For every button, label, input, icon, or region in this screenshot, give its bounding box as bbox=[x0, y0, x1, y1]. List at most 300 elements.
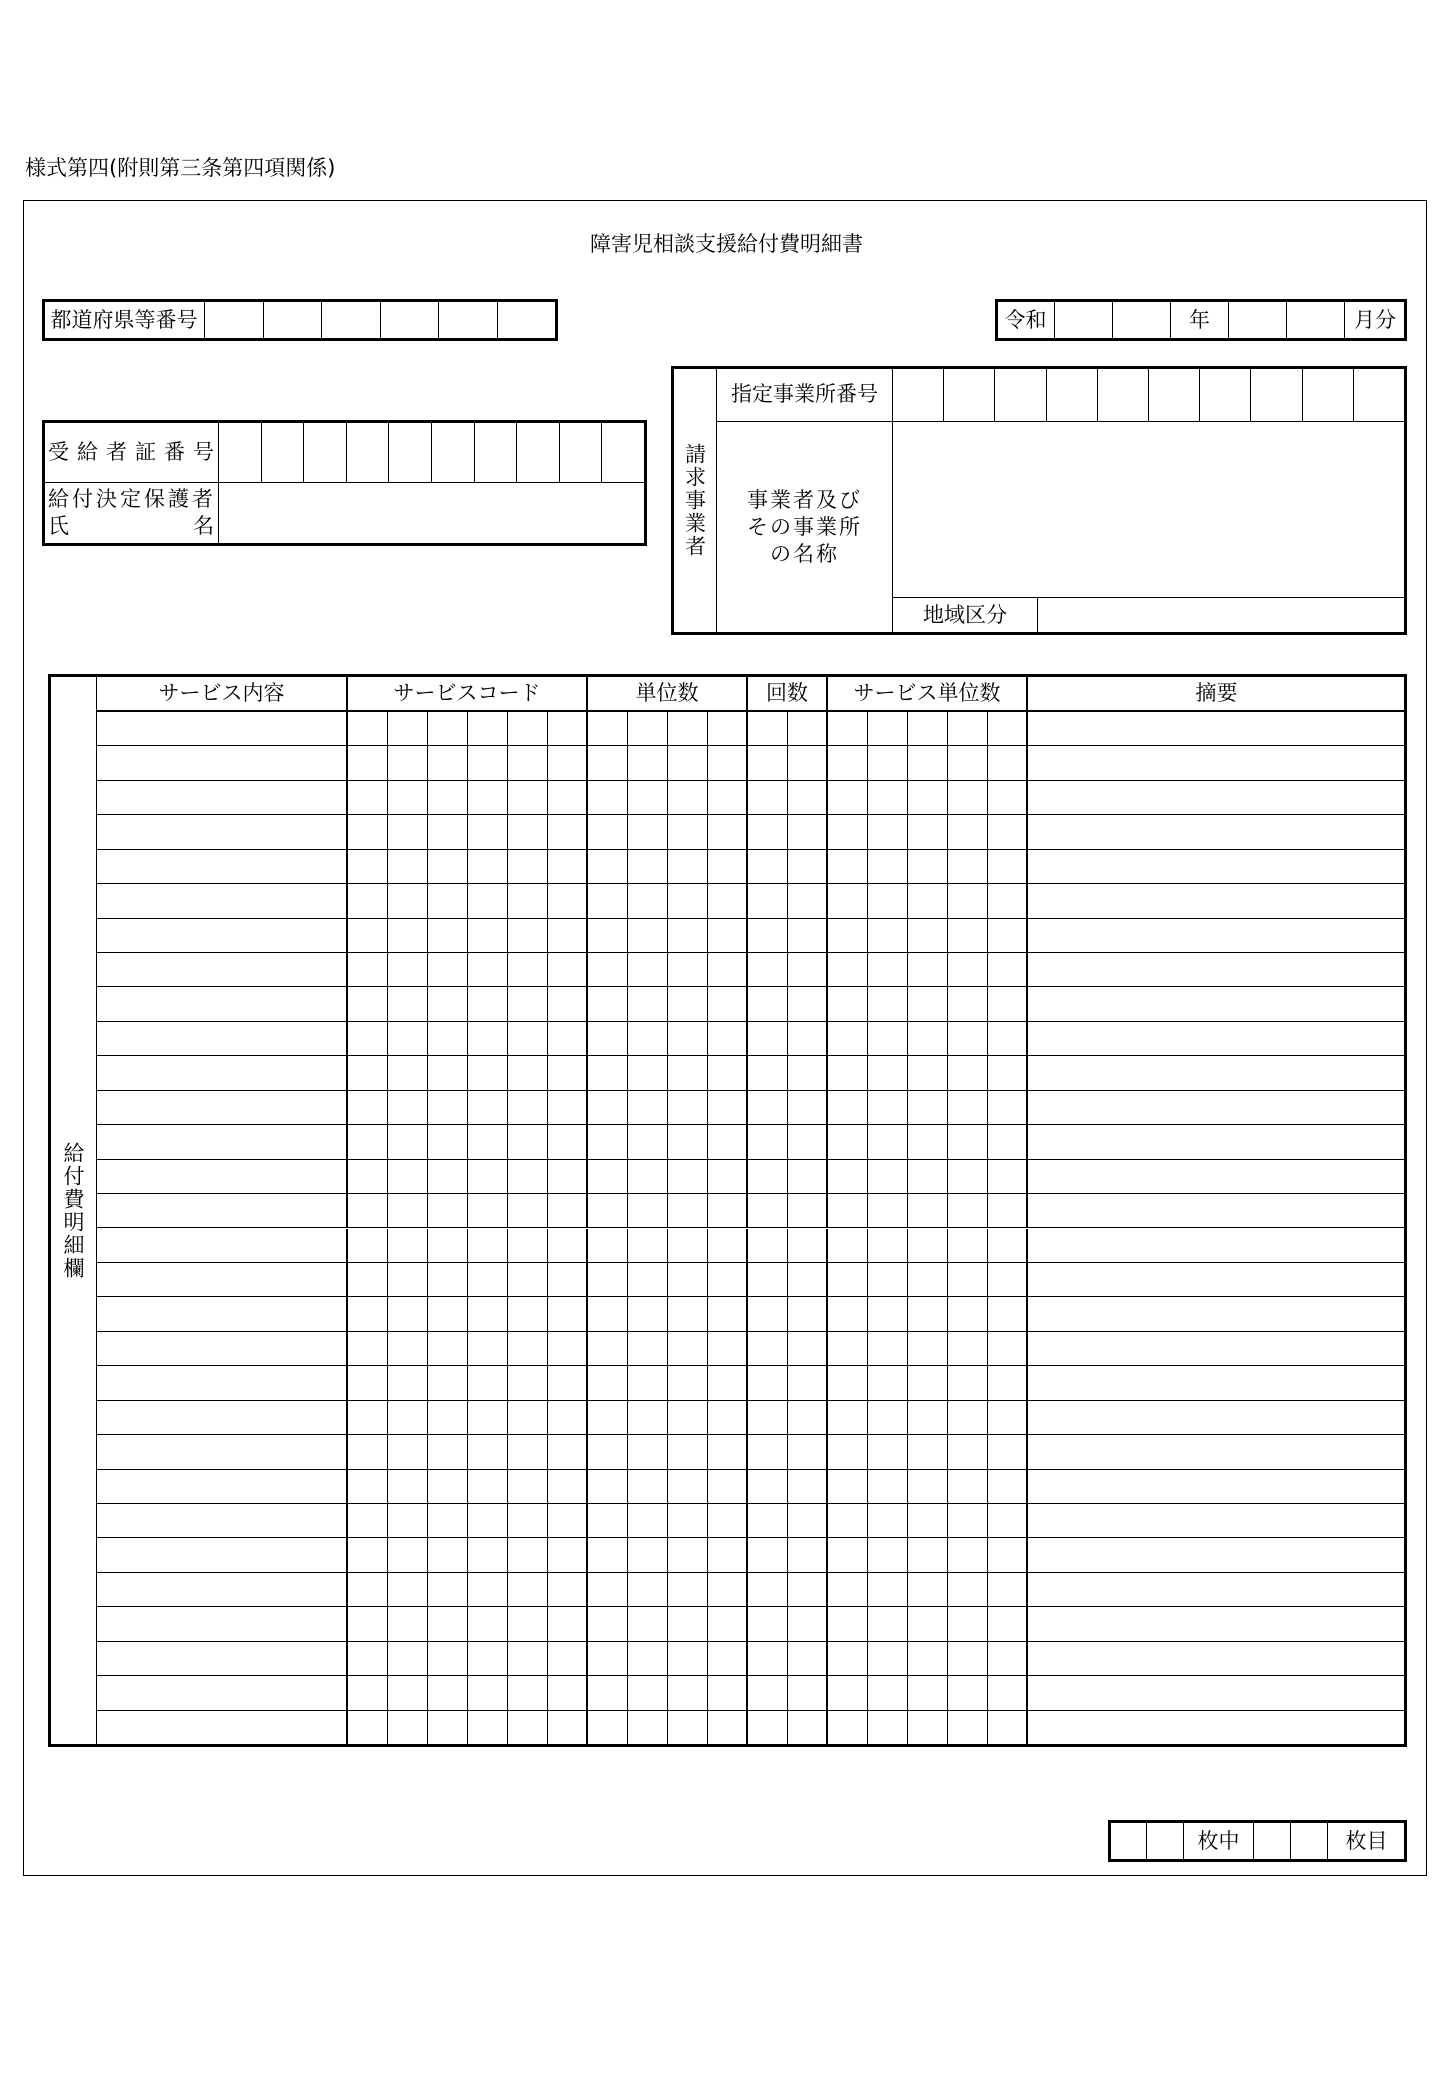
cell-service-units[interactable] bbox=[908, 1263, 948, 1297]
cell-units[interactable] bbox=[708, 1229, 748, 1263]
cell-units[interactable] bbox=[628, 1366, 668, 1400]
cell-service-units[interactable] bbox=[988, 1676, 1028, 1710]
cell-remarks[interactable] bbox=[1028, 1056, 1405, 1090]
office-digit-input[interactable] bbox=[1098, 368, 1149, 421]
cell-remarks[interactable] bbox=[1028, 746, 1405, 780]
prefecture-digit-input[interactable] bbox=[264, 301, 323, 339]
cell-service-units[interactable] bbox=[908, 1504, 948, 1538]
cell-code[interactable] bbox=[428, 1091, 468, 1125]
cell-service-units[interactable] bbox=[988, 1573, 1028, 1607]
cell-service-units[interactable] bbox=[908, 1642, 948, 1676]
cell-units[interactable] bbox=[708, 1504, 748, 1538]
cell-remarks[interactable] bbox=[1028, 919, 1405, 953]
cell-service[interactable] bbox=[97, 1573, 348, 1607]
cell-service-units[interactable] bbox=[908, 1091, 948, 1125]
cell-service-units[interactable] bbox=[908, 1573, 948, 1607]
cert-digit-input[interactable] bbox=[347, 422, 390, 482]
cell-units[interactable] bbox=[628, 1091, 668, 1125]
cell-code[interactable] bbox=[548, 1676, 588, 1710]
cell-code[interactable] bbox=[468, 1435, 508, 1469]
cell-code[interactable] bbox=[508, 1125, 548, 1159]
cell-code[interactable] bbox=[428, 1022, 468, 1056]
cell-units[interactable] bbox=[708, 1056, 748, 1090]
cell-service-units[interactable] bbox=[908, 1470, 948, 1504]
cell-code[interactable] bbox=[468, 1573, 508, 1607]
cell-count[interactable] bbox=[788, 1538, 828, 1572]
cell-remarks[interactable] bbox=[1028, 1435, 1405, 1469]
cell-remarks[interactable] bbox=[1028, 815, 1405, 849]
cell-service-units[interactable] bbox=[868, 1366, 908, 1400]
cell-count[interactable] bbox=[748, 953, 788, 987]
cell-code[interactable] bbox=[468, 1297, 508, 1331]
cell-code[interactable] bbox=[388, 1538, 428, 1572]
cell-service-units[interactable] bbox=[988, 1125, 1028, 1159]
cell-service[interactable] bbox=[97, 1607, 348, 1641]
cell-count[interactable] bbox=[788, 1229, 828, 1263]
cell-code[interactable] bbox=[388, 1056, 428, 1090]
cell-service[interactable] bbox=[97, 1297, 348, 1331]
cell-service-units[interactable] bbox=[868, 919, 908, 953]
cell-units[interactable] bbox=[588, 919, 628, 953]
cell-code[interactable] bbox=[548, 1297, 588, 1331]
cell-service-units[interactable] bbox=[988, 1263, 1028, 1297]
cell-code[interactable] bbox=[428, 746, 468, 780]
cell-remarks[interactable] bbox=[1028, 781, 1405, 815]
cell-code[interactable] bbox=[548, 1607, 588, 1641]
cell-units[interactable] bbox=[588, 1160, 628, 1194]
cell-code[interactable] bbox=[428, 1366, 468, 1400]
cell-code[interactable] bbox=[548, 919, 588, 953]
cell-units[interactable] bbox=[628, 1642, 668, 1676]
cell-code[interactable] bbox=[468, 1711, 508, 1745]
cell-code[interactable] bbox=[468, 1607, 508, 1641]
cell-count[interactable] bbox=[788, 1607, 828, 1641]
cell-units[interactable] bbox=[628, 1125, 668, 1159]
cell-code[interactable] bbox=[508, 953, 548, 987]
cell-units[interactable] bbox=[628, 1504, 668, 1538]
cell-units[interactable] bbox=[588, 746, 628, 780]
cell-units[interactable] bbox=[668, 1538, 708, 1572]
cell-service-units[interactable] bbox=[868, 987, 908, 1021]
cell-code[interactable] bbox=[468, 1366, 508, 1400]
cell-units[interactable] bbox=[628, 884, 668, 918]
cell-code[interactable] bbox=[388, 850, 428, 884]
cell-code[interactable] bbox=[468, 1470, 508, 1504]
cell-service-units[interactable] bbox=[868, 815, 908, 849]
cell-code[interactable] bbox=[388, 1504, 428, 1538]
cell-units[interactable] bbox=[588, 987, 628, 1021]
cell-service-units[interactable] bbox=[948, 1504, 988, 1538]
cell-code[interactable] bbox=[548, 1435, 588, 1469]
cell-units[interactable] bbox=[588, 1642, 628, 1676]
cell-units[interactable] bbox=[668, 850, 708, 884]
cell-service-units[interactable] bbox=[948, 1366, 988, 1400]
cell-service-units[interactable] bbox=[988, 712, 1028, 746]
cell-code[interactable] bbox=[388, 1332, 428, 1366]
cell-code[interactable] bbox=[468, 850, 508, 884]
cell-code[interactable] bbox=[348, 850, 388, 884]
cell-code[interactable] bbox=[508, 1160, 548, 1194]
cell-units[interactable] bbox=[708, 1573, 748, 1607]
cell-count[interactable] bbox=[788, 1297, 828, 1331]
cell-service[interactable] bbox=[97, 1056, 348, 1090]
cell-service-units[interactable] bbox=[988, 987, 1028, 1021]
cell-code[interactable] bbox=[348, 1366, 388, 1400]
cell-count[interactable] bbox=[788, 815, 828, 849]
cell-service-units[interactable] bbox=[948, 987, 988, 1021]
cell-units[interactable] bbox=[628, 1711, 668, 1745]
cell-code[interactable] bbox=[428, 1297, 468, 1331]
cell-code[interactable] bbox=[388, 1401, 428, 1435]
cell-remarks[interactable] bbox=[1028, 1332, 1405, 1366]
cell-service-units[interactable] bbox=[868, 1642, 908, 1676]
cell-units[interactable] bbox=[628, 1538, 668, 1572]
cell-code[interactable] bbox=[548, 1573, 588, 1607]
cell-code[interactable] bbox=[508, 1711, 548, 1745]
cell-count[interactable] bbox=[748, 850, 788, 884]
cell-code[interactable] bbox=[428, 1607, 468, 1641]
cell-count[interactable] bbox=[788, 919, 828, 953]
cell-units[interactable] bbox=[708, 1263, 748, 1297]
cell-service[interactable] bbox=[97, 1022, 348, 1056]
cell-code[interactable] bbox=[428, 1194, 468, 1228]
cell-service-units[interactable] bbox=[908, 1366, 948, 1400]
cell-code[interactable] bbox=[388, 1022, 428, 1056]
cell-units[interactable] bbox=[708, 1538, 748, 1572]
cell-service-units[interactable] bbox=[908, 1332, 948, 1366]
cell-code[interactable] bbox=[388, 1573, 428, 1607]
cell-service-units[interactable] bbox=[948, 815, 988, 849]
cell-code[interactable] bbox=[548, 1401, 588, 1435]
cell-service-units[interactable] bbox=[908, 1229, 948, 1263]
cell-units[interactable] bbox=[668, 1366, 708, 1400]
cell-remarks[interactable] bbox=[1028, 1504, 1405, 1538]
cell-units[interactable] bbox=[628, 1676, 668, 1710]
cell-units[interactable] bbox=[628, 850, 668, 884]
cell-service-units[interactable] bbox=[828, 1676, 868, 1710]
cell-code[interactable] bbox=[388, 1607, 428, 1641]
cell-code[interactable] bbox=[428, 1642, 468, 1676]
cell-service-units[interactable] bbox=[868, 1194, 908, 1228]
cell-count[interactable] bbox=[748, 1056, 788, 1090]
cell-remarks[interactable] bbox=[1028, 1401, 1405, 1435]
cell-code[interactable] bbox=[388, 1676, 428, 1710]
cell-code[interactable] bbox=[428, 1470, 468, 1504]
cell-count[interactable] bbox=[788, 781, 828, 815]
cell-code[interactable] bbox=[428, 815, 468, 849]
cell-units[interactable] bbox=[668, 1401, 708, 1435]
cell-count[interactable] bbox=[788, 953, 828, 987]
cell-code[interactable] bbox=[468, 884, 508, 918]
cell-count[interactable] bbox=[748, 1676, 788, 1710]
cell-code[interactable] bbox=[388, 987, 428, 1021]
cell-units[interactable] bbox=[588, 1401, 628, 1435]
cell-code[interactable] bbox=[468, 815, 508, 849]
cell-code[interactable] bbox=[388, 1194, 428, 1228]
cell-service[interactable] bbox=[97, 1229, 348, 1263]
cell-code[interactable] bbox=[388, 1711, 428, 1745]
cell-code[interactable] bbox=[508, 919, 548, 953]
cell-service-units[interactable] bbox=[868, 746, 908, 780]
cell-units[interactable] bbox=[708, 919, 748, 953]
cell-service-units[interactable] bbox=[948, 1401, 988, 1435]
cell-service-units[interactable] bbox=[948, 781, 988, 815]
cell-code[interactable] bbox=[348, 1504, 388, 1538]
cell-service-units[interactable] bbox=[948, 1056, 988, 1090]
cell-units[interactable] bbox=[668, 919, 708, 953]
cell-count[interactable] bbox=[748, 884, 788, 918]
cell-code[interactable] bbox=[548, 1229, 588, 1263]
cell-code[interactable] bbox=[468, 1022, 508, 1056]
cell-units[interactable] bbox=[668, 1297, 708, 1331]
cell-units[interactable] bbox=[588, 850, 628, 884]
cell-service-units[interactable] bbox=[868, 1504, 908, 1538]
cell-service-units[interactable] bbox=[868, 953, 908, 987]
cell-count[interactable] bbox=[748, 815, 788, 849]
cell-service-units[interactable] bbox=[828, 919, 868, 953]
cell-count[interactable] bbox=[748, 1504, 788, 1538]
prefecture-digit-input[interactable] bbox=[322, 301, 381, 339]
cell-service-units[interactable] bbox=[828, 1125, 868, 1159]
cell-count[interactable] bbox=[748, 1538, 788, 1572]
cell-code[interactable] bbox=[508, 1022, 548, 1056]
cell-units[interactable] bbox=[588, 712, 628, 746]
cell-count[interactable] bbox=[788, 1194, 828, 1228]
cell-service-units[interactable] bbox=[828, 1194, 868, 1228]
cell-count[interactable] bbox=[748, 1091, 788, 1125]
cell-service-units[interactable] bbox=[948, 1470, 988, 1504]
cell-units[interactable] bbox=[628, 1607, 668, 1641]
cell-count[interactable] bbox=[788, 1470, 828, 1504]
cell-code[interactable] bbox=[428, 1676, 468, 1710]
cell-service[interactable] bbox=[97, 850, 348, 884]
cell-service-units[interactable] bbox=[988, 1194, 1028, 1228]
cell-code[interactable] bbox=[508, 746, 548, 780]
cell-service[interactable] bbox=[97, 1676, 348, 1710]
cell-code[interactable] bbox=[468, 1056, 508, 1090]
cell-units[interactable] bbox=[708, 781, 748, 815]
cell-count[interactable] bbox=[788, 746, 828, 780]
cell-code[interactable] bbox=[388, 1229, 428, 1263]
cell-service-units[interactable] bbox=[828, 1401, 868, 1435]
cell-units[interactable] bbox=[708, 1607, 748, 1641]
cell-count[interactable] bbox=[788, 850, 828, 884]
cell-code[interactable] bbox=[348, 1125, 388, 1159]
cell-code[interactable] bbox=[468, 1401, 508, 1435]
cell-units[interactable] bbox=[588, 1573, 628, 1607]
cell-service[interactable] bbox=[97, 1263, 348, 1297]
cell-count[interactable] bbox=[748, 746, 788, 780]
cell-service[interactable] bbox=[97, 746, 348, 780]
cell-units[interactable] bbox=[588, 1091, 628, 1125]
cell-units[interactable] bbox=[668, 1573, 708, 1607]
cell-service-units[interactable] bbox=[828, 781, 868, 815]
cell-service-units[interactable] bbox=[828, 815, 868, 849]
cell-units[interactable] bbox=[588, 1297, 628, 1331]
cell-units[interactable] bbox=[668, 987, 708, 1021]
cell-units[interactable] bbox=[588, 815, 628, 849]
cell-service-units[interactable] bbox=[908, 850, 948, 884]
cell-service-units[interactable] bbox=[828, 1711, 868, 1745]
cell-service-units[interactable] bbox=[988, 1538, 1028, 1572]
cell-code[interactable] bbox=[348, 1573, 388, 1607]
cell-code[interactable] bbox=[548, 953, 588, 987]
cell-service[interactable] bbox=[97, 884, 348, 918]
cell-units[interactable] bbox=[708, 987, 748, 1021]
cell-code[interactable] bbox=[468, 1504, 508, 1538]
cell-service-units[interactable] bbox=[868, 1332, 908, 1366]
cell-units[interactable] bbox=[668, 1470, 708, 1504]
cell-count[interactable] bbox=[788, 1366, 828, 1400]
cell-code[interactable] bbox=[428, 884, 468, 918]
cell-code[interactable] bbox=[388, 1435, 428, 1469]
cell-code[interactable] bbox=[548, 1022, 588, 1056]
cell-units[interactable] bbox=[668, 1676, 708, 1710]
cell-units[interactable] bbox=[708, 712, 748, 746]
cell-count[interactable] bbox=[788, 1056, 828, 1090]
cell-service[interactable] bbox=[97, 1091, 348, 1125]
cell-service-units[interactable] bbox=[988, 1642, 1028, 1676]
cell-count[interactable] bbox=[748, 1229, 788, 1263]
cell-remarks[interactable] bbox=[1028, 1573, 1405, 1607]
cell-units[interactable] bbox=[588, 1229, 628, 1263]
cell-service-units[interactable] bbox=[988, 1056, 1028, 1090]
cell-units[interactable] bbox=[628, 1263, 668, 1297]
cell-units[interactable] bbox=[708, 1366, 748, 1400]
cell-code[interactable] bbox=[428, 1538, 468, 1572]
cell-code[interactable] bbox=[388, 1125, 428, 1159]
cell-units[interactable] bbox=[588, 781, 628, 815]
cell-count[interactable] bbox=[748, 1194, 788, 1228]
cell-service-units[interactable] bbox=[908, 1297, 948, 1331]
cell-service-units[interactable] bbox=[988, 781, 1028, 815]
cell-service-units[interactable] bbox=[868, 712, 908, 746]
cell-service-units[interactable] bbox=[868, 1125, 908, 1159]
cell-units[interactable] bbox=[628, 1056, 668, 1090]
cell-code[interactable] bbox=[348, 1470, 388, 1504]
cell-service-units[interactable] bbox=[948, 850, 988, 884]
cell-units[interactable] bbox=[628, 1194, 668, 1228]
cell-code[interactable] bbox=[428, 850, 468, 884]
cell-units[interactable] bbox=[628, 1470, 668, 1504]
cell-service[interactable] bbox=[97, 1366, 348, 1400]
cell-code[interactable] bbox=[428, 1160, 468, 1194]
cell-code[interactable] bbox=[508, 1263, 548, 1297]
cert-digit-input[interactable] bbox=[389, 422, 432, 482]
cell-code[interactable] bbox=[468, 781, 508, 815]
cell-count[interactable] bbox=[748, 919, 788, 953]
office-digit-input[interactable] bbox=[944, 368, 995, 421]
cert-digit-input[interactable] bbox=[432, 422, 475, 482]
cell-code[interactable] bbox=[348, 1297, 388, 1331]
office-digit-input[interactable] bbox=[1149, 368, 1200, 421]
cell-code[interactable] bbox=[388, 815, 428, 849]
cell-service-units[interactable] bbox=[988, 850, 1028, 884]
cell-code[interactable] bbox=[468, 746, 508, 780]
cell-units[interactable] bbox=[628, 712, 668, 746]
cert-digit-input[interactable] bbox=[560, 422, 603, 482]
total-pages-input[interactable] bbox=[1110, 1822, 1147, 1860]
prefecture-digit-input[interactable] bbox=[439, 301, 498, 339]
cell-code[interactable] bbox=[428, 1711, 468, 1745]
office-digit-input[interactable] bbox=[995, 368, 1046, 421]
cell-code[interactable] bbox=[468, 919, 508, 953]
cell-service[interactable] bbox=[97, 815, 348, 849]
cell-code[interactable] bbox=[348, 815, 388, 849]
cell-remarks[interactable] bbox=[1028, 987, 1405, 1021]
cell-units[interactable] bbox=[588, 1366, 628, 1400]
cell-code[interactable] bbox=[468, 1538, 508, 1572]
cell-code[interactable] bbox=[388, 712, 428, 746]
cell-service-units[interactable] bbox=[948, 1538, 988, 1572]
cell-code[interactable] bbox=[508, 1538, 548, 1572]
cell-code[interactable] bbox=[348, 1607, 388, 1641]
cell-service-units[interactable] bbox=[988, 1160, 1028, 1194]
cell-service-units[interactable] bbox=[948, 1160, 988, 1194]
cell-count[interactable] bbox=[748, 1470, 788, 1504]
cell-units[interactable] bbox=[708, 1160, 748, 1194]
cell-count[interactable] bbox=[748, 1607, 788, 1641]
cell-code[interactable] bbox=[348, 1435, 388, 1469]
cell-service-units[interactable] bbox=[988, 1470, 1028, 1504]
cell-count[interactable] bbox=[788, 1332, 828, 1366]
cell-code[interactable] bbox=[548, 884, 588, 918]
cell-units[interactable] bbox=[628, 919, 668, 953]
cell-units[interactable] bbox=[628, 1229, 668, 1263]
cell-service-units[interactable] bbox=[988, 1022, 1028, 1056]
cell-code[interactable] bbox=[348, 1332, 388, 1366]
cell-units[interactable] bbox=[708, 1194, 748, 1228]
cell-code[interactable] bbox=[508, 1504, 548, 1538]
cell-service-units[interactable] bbox=[908, 746, 948, 780]
cell-service-units[interactable] bbox=[868, 1711, 908, 1745]
cell-code[interactable] bbox=[508, 1642, 548, 1676]
cell-service[interactable] bbox=[97, 1401, 348, 1435]
cell-code[interactable] bbox=[468, 1091, 508, 1125]
cell-units[interactable] bbox=[668, 712, 708, 746]
cell-code[interactable] bbox=[348, 746, 388, 780]
office-digit-input[interactable] bbox=[1251, 368, 1302, 421]
cell-units[interactable] bbox=[588, 1504, 628, 1538]
cell-service-units[interactable] bbox=[828, 1504, 868, 1538]
cell-service[interactable] bbox=[97, 1642, 348, 1676]
cell-count[interactable] bbox=[748, 1401, 788, 1435]
office-digit-input[interactable] bbox=[893, 368, 944, 421]
cell-code[interactable] bbox=[548, 850, 588, 884]
cell-code[interactable] bbox=[468, 1332, 508, 1366]
cell-units[interactable] bbox=[708, 1022, 748, 1056]
cell-code[interactable] bbox=[548, 712, 588, 746]
cell-service[interactable] bbox=[97, 1160, 348, 1194]
cell-service-units[interactable] bbox=[948, 919, 988, 953]
cell-units[interactable] bbox=[628, 987, 668, 1021]
cell-remarks[interactable] bbox=[1028, 1538, 1405, 1572]
cell-code[interactable] bbox=[548, 1470, 588, 1504]
cell-code[interactable] bbox=[428, 1401, 468, 1435]
cell-service-units[interactable] bbox=[948, 1607, 988, 1641]
cell-service-units[interactable] bbox=[948, 1711, 988, 1745]
cell-code[interactable] bbox=[508, 1573, 548, 1607]
cell-code[interactable] bbox=[508, 1194, 548, 1228]
cell-service-units[interactable] bbox=[948, 1022, 988, 1056]
cell-count[interactable] bbox=[788, 1160, 828, 1194]
cell-units[interactable] bbox=[668, 746, 708, 780]
cell-code[interactable] bbox=[428, 953, 468, 987]
cell-service-units[interactable] bbox=[988, 1297, 1028, 1331]
cell-code[interactable] bbox=[348, 1229, 388, 1263]
cell-units[interactable] bbox=[668, 1435, 708, 1469]
cell-service-units[interactable] bbox=[908, 1125, 948, 1159]
